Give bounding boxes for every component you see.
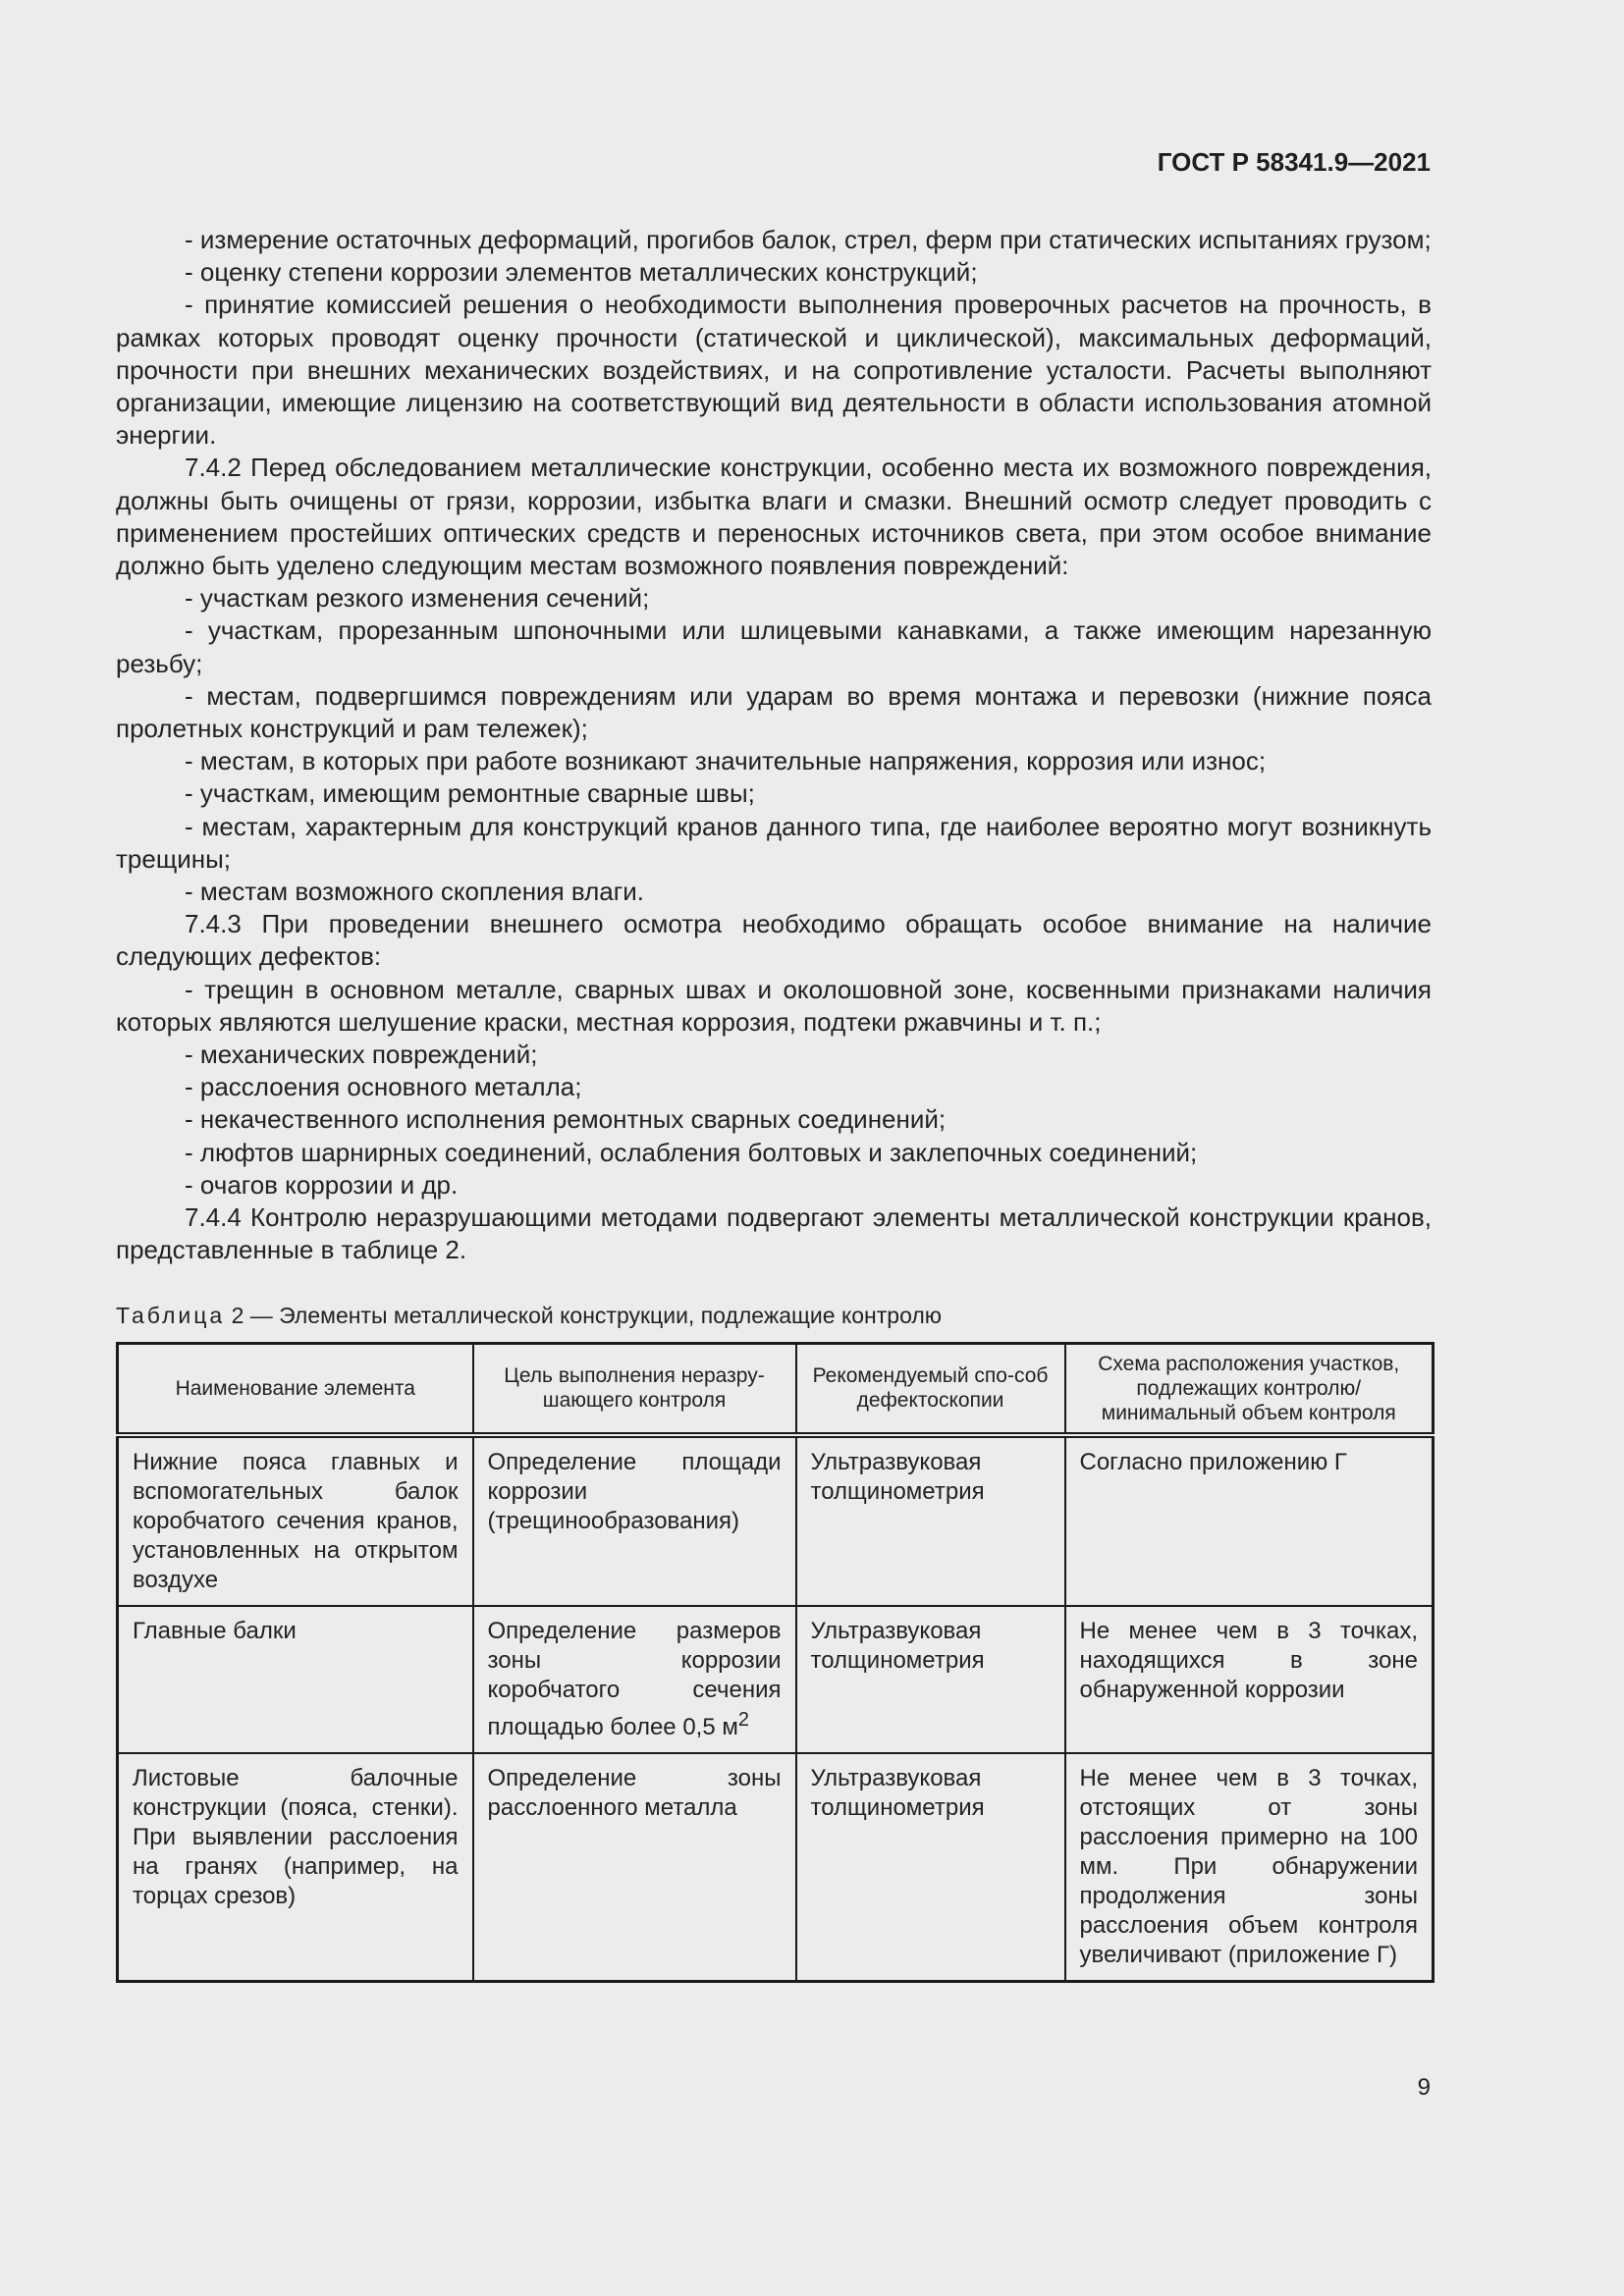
- paragraph: - трещин в основном металле, сварных швах и околошовной зоне, косвенными признаками наличия которых являются шелушение краски, местная коррозия, подтеки ржавчины и т. п.;: [116, 974, 1432, 1037]
- table-cell-text: Определение размеров зоны коррозии коробчатого сечения площадью более 0,5 м: [487, 1617, 782, 1740]
- body-text: [116, 224, 1432, 1983]
- table-cell: Ультразвуковая толщинометрия: [796, 1753, 1065, 1982]
- table-caption-text: 2 — Элементы металлической конструкции, подлежащие контролю: [231, 1302, 943, 1328]
- paragraph: - расслоения основного металла;: [185, 1072, 582, 1102]
- superscript: 2: [737, 1708, 749, 1731]
- table-row: [118, 1753, 1434, 1982]
- paragraph: - участкам, имеющим ремонтные сварные швы;: [185, 778, 755, 809]
- table-cell: Определение площади коррозии (трещинообразования): [473, 1435, 796, 1606]
- paragraph: - участкам, прорезанным шпоночными или шлицевыми канавками, а также имеющим нарезанную резьбу;: [116, 615, 1432, 678]
- paragraph: - принятие комиссией решения о необходимости выполнения проверочных расчетов на прочность, в рамках которых проводят оценку прочности (статической и циклической), максимальных деформаций, прочности при внешних механических воздействиях, и на сопротивление усталости. Расчеты выполняют организации, имеющие лицензию на соответствующий вид деятельности в области использования атомной энергии.: [116, 290, 1432, 451]
- table-caption-label: Таблица: [116, 1302, 226, 1328]
- table-cell: Ультразвуковая толщинометрия: [796, 1606, 1065, 1753]
- paragraph: - люфтов шарнирных соединений, ослабления болтовых и заклепочных соединений;: [185, 1137, 1198, 1167]
- paragraph: - местам, подвергшимся повреждениям или ударам во время монтажа и перевозки (нижние пояса пролетных конструкций и рам тележек);: [116, 680, 1432, 744]
- table-cell: [473, 1606, 796, 1753]
- table-caption: [116, 1301, 1432, 1330]
- paragraph: - очагов коррозии и др.: [185, 1169, 459, 1200]
- document-code-header: ГОСТ Р 58341.9—2021: [1157, 147, 1431, 177]
- paragraph: - оценку степени коррозии элементов металлических конструкций;: [185, 257, 978, 288]
- column-header: Схема расположения участков, подлежащих контролю/ минимальный объем контроля: [1065, 1343, 1434, 1435]
- table-cell: Не менее чем в 3 точках, отстоящих от зоны расслоения примерно на 100 мм. При обнаружении продолжения зоны расслоения объем контроля увеличивают (приложение Г): [1065, 1753, 1434, 1982]
- paragraph: 7.4.3 При проведении внешнего осмотра необходимо обращать особое внимание на наличие следующих дефектов:: [116, 909, 1432, 972]
- column-header: Рекомендуемый спо-соб дефектоскопии: [796, 1343, 1065, 1435]
- paragraph: - измерение остаточных деформаций, прогибов балок, стрел, ферм при статических испытаниях грузом;: [185, 225, 1432, 254]
- table-cell: Нижние пояса главных и вспомогательных балок коробчатого сечения кранов, установленных на открытом воздухе: [118, 1435, 473, 1606]
- table-cell: Согласно приложению Г: [1065, 1435, 1434, 1606]
- table-row: [118, 1606, 1434, 1753]
- paragraph: - участкам резкого изменения сечений;: [185, 583, 650, 614]
- elements-table: [116, 1342, 1435, 1983]
- column-header: Цель выполнения неразру-шающего контроля: [473, 1343, 796, 1435]
- paragraph: 7.4.2 Перед обследованием металлические конструкции, особенно места их возможного повреждения, должны быть очищены от грязи, коррозии, избытка влаги и смазки. Внешний осмотр следует проводить с применением простейших оптических средств и переносных источников света, при этом особое внимание должно быть уделено следующим местам возможного появления повреждений:: [116, 453, 1432, 581]
- table-cell: Главные балки: [118, 1606, 473, 1753]
- table-row: [118, 1435, 1434, 1606]
- paragraph: - местам возможного скопления влаги.: [185, 877, 644, 907]
- table-cell: Определение зоны расслоенного металла: [473, 1753, 796, 1982]
- table-header-row: [118, 1343, 1434, 1435]
- table-cell: Ультразвуковая толщинометрия: [796, 1435, 1065, 1606]
- paragraph: - некачественного исполнения ремонтных сварных соединений;: [185, 1104, 947, 1135]
- paragraph: - местам, характерным для конструкций кранов данного типа, где наиболее вероятно могут возникнуть трещины;: [116, 811, 1432, 874]
- page-number: 9: [1417, 2074, 1431, 2101]
- paragraph: - механических повреждений;: [185, 1040, 538, 1070]
- table-cell: Не менее чем в 3 точках, находящихся в зоне обнаруженной коррозии: [1065, 1606, 1434, 1753]
- paragraph: - местам, в которых при работе возникают значительные напряжения, коррозия или износ;: [185, 746, 1267, 776]
- column-header: Наименование элемента: [118, 1343, 473, 1435]
- paragraph: 7.4.4 Контролю неразрушающими методами подвергают элементы металлической конструкции кранов, представленные в таблице 2.: [116, 1202, 1432, 1265]
- table-cell: Листовые балочные конструкции (пояса, стенки). При выявлении расслоения на гранях (например, на торцах срезов): [118, 1753, 473, 1982]
